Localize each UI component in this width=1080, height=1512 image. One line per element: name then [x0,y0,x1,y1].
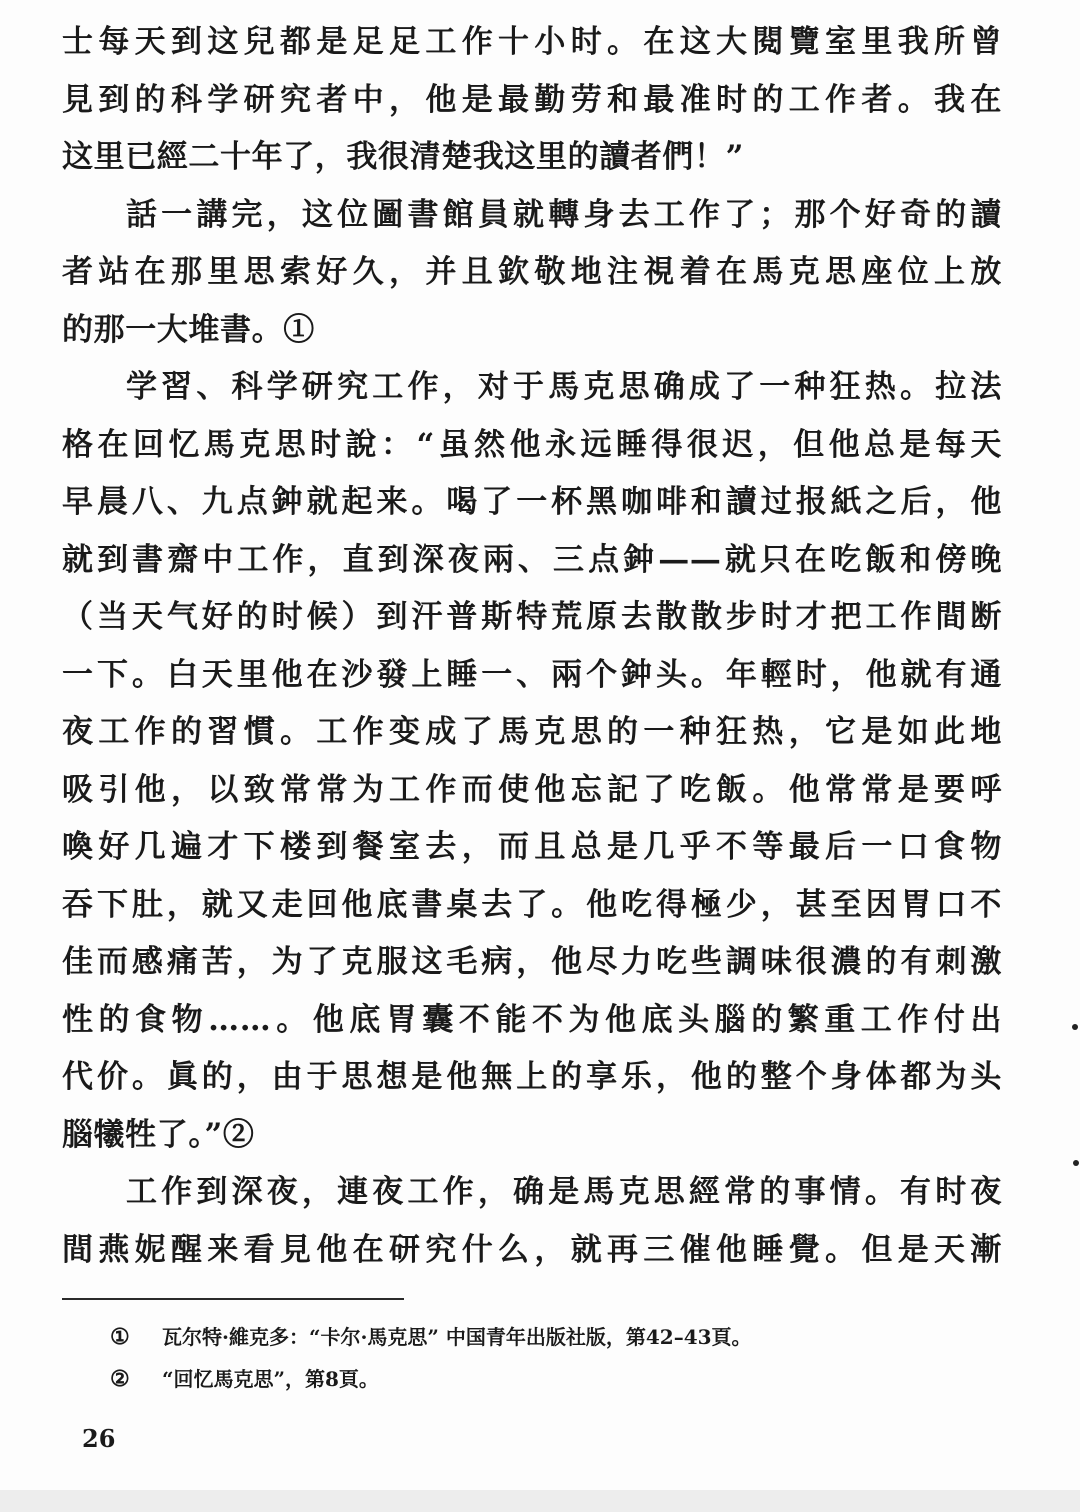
text-line: 喚好几遍才下楼到餐室去，而且总是几乎不等最后一口食物 [62,829,1002,865]
text-line: 話一講完，这位圖書館員就轉身去工作了；那个好奇的讀 [126,196,1002,233]
text-line: 吸引他，以致常常为工作而使他忘記了吃飯。他常常是要呼 [62,771,1002,808]
text-line: 者站在那里思索好久，并且欽敬地注視着在馬克思座位上放 [62,254,1002,290]
text-line: 夜工作的習慣。工作变成了馬克思的一种狂热，它是如此地 [62,714,1002,750]
footnote-marker: ② [110,1366,130,1392]
text-line: 的那一大堆書。① [62,311,315,348]
text-line: 間燕妮醒来看見他在研究什么，就再三催他睡覺。但是天漸 [62,1231,1002,1268]
text-line: 格在回忆馬克思时說：“虽然他永远睡得很迟，但他总是每天 [62,426,1002,463]
footnote-2 [110,1358,970,1400]
footnote-text: “回忆馬克思”，第8頁。 [162,1367,379,1391]
text-line: 性的食物……。他底胃囊不能不为他底头腦的繁重工作付出 [62,1001,1002,1038]
footnote-text: 瓦尔特·維克多：“卡尔·馬克思” 中国青年出版社版，第42–43頁。 [162,1325,752,1349]
text-line: 士每天到这兒都是足足工作十小时。在这大閱覽室里我所曾 [62,24,1002,60]
print-speck [1073,1160,1079,1166]
text-line: 早晨八、九点鈡就起来。喝了一杯黑咖啡和讀过报紙之后，他 [62,484,1002,520]
text-line: 学習、科学研究工作，对于馬克思确成了一种狂热。拉法 [126,369,1002,405]
text-line: （当天气好的时候）到汗普斯特荒原去散散步时才把工作間断 [62,599,1002,635]
footnote-separator [62,1298,404,1300]
text-line: 佳而感痛苦，为了克服这毛病，他尽力吃些調味很濃的有刺激 [62,944,1002,980]
text-line: 一下。白天里他在沙發上睡一、兩个鈡头。年輕时，他就有通 [62,656,1002,693]
scan-bottom-margin [0,1490,1080,1512]
text-line: 吞下肚，就又走回他底書桌去了。他吃得極少，甚至因胃口不 [62,886,1002,923]
text-line: 腦犧牲了。”② [62,1116,255,1153]
footnote-1 [110,1316,970,1358]
text-line: 代价。眞的，由于思想是他無上的享乐，他的整个身体都为头 [62,1059,1002,1095]
page-number: 26 [82,1424,116,1453]
footnote-marker: ① [110,1324,130,1350]
footnotes [110,1316,970,1400]
text-line: 就到書齋中工作，直到深夜兩、三点鈡——就只在吃飯和傍晚 [62,541,1002,578]
text-line: 工作到深夜，連夜工作，确是馬克思經常的事情。有时夜 [126,1174,1002,1210]
text-line: 見到的科学研究者中，他是最勤劳和最准时的工作者。我在 [62,81,1002,118]
print-speck [1072,1024,1078,1030]
text-line: 这里已經二十年了，我很清楚我这里的讀者們！” [62,139,745,175]
body-text [62,14,1002,1279]
